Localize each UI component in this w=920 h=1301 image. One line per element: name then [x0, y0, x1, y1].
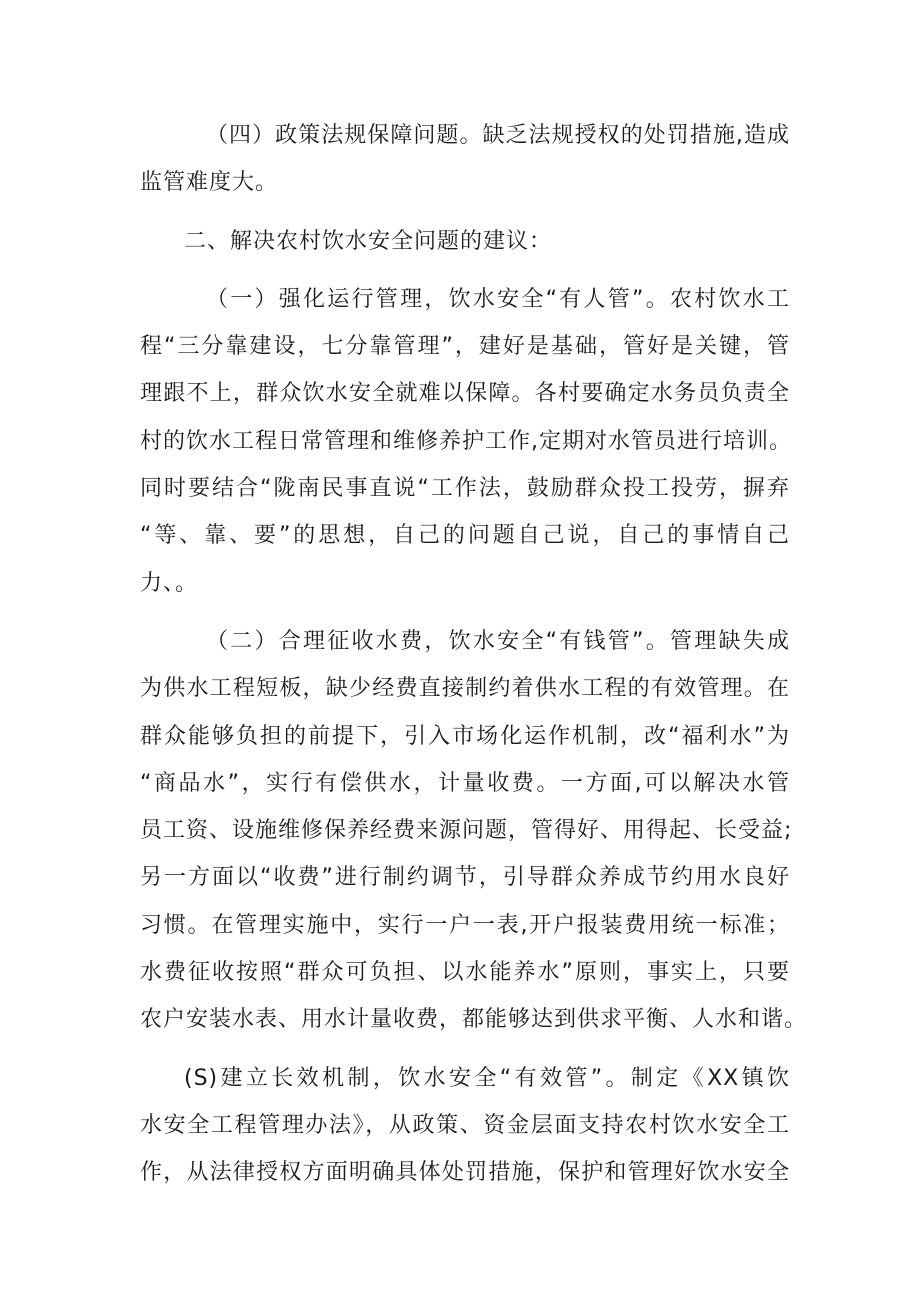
paragraph-line: 水费征收按照“群众可负担、以水能养水”原则，事实上，只要: [140, 960, 791, 986]
paragraph-line: (S)建立长效机制，饮水安全“有效管”。制定《XX镇饮: [184, 1065, 790, 1091]
paragraph-line: 另一方面以“收费”进行制约调节，引导群众养成节约用水良好: [140, 865, 790, 891]
paragraph-line: 群众能够负担的前提下，引入市场化运作机制，改“福利水”为: [140, 723, 790, 749]
paragraph-line: 作，从法律授权方面明确具体处罚措施，保护和管理好饮水安全: [140, 1160, 790, 1186]
body-text: [140, 112, 808, 1197]
paragraph-line: 监管难度大。: [140, 170, 279, 196]
paragraph-line: “商品水”，实行有偿供水，计量收费。一方面,可以解决水管: [140, 770, 790, 796]
paragraph-line: 为供水工程短板，缺少经费直接制约着供水工程的有效管理。在: [140, 676, 790, 702]
section-heading: 二、解决农村饮水安全问题的建议：: [184, 228, 553, 254]
paragraph-line: 力、。: [140, 570, 199, 596]
paragraph-line: 村的饮水工程日常管理和维修养护工作,定期对水管员进行培训。: [140, 428, 792, 454]
paragraph-line: 农户安装水表、用水计量收费，都能够达到供求平衡、人水和谐。: [140, 1007, 808, 1033]
paragraph-line: （二）合理征收水费，饮水安全“有钱管”。管理缺失成: [206, 628, 790, 654]
paragraph-line: “等、靠、要”的思想，自己的问题自己说，自己的事情自己: [140, 523, 790, 549]
paragraph-line: 习惯。在管理实施中，实行一户一表,开户报装费用统一标准；: [140, 912, 790, 938]
paragraph-line: 水安全工程管理办法》，从政策、资金层面支持农村饮水安全工: [140, 1112, 790, 1138]
paragraph-line: 理跟不上，群众饮水安全就难以保障。各村要确定水务员负责全: [140, 381, 790, 407]
paragraph-line: 程“三分靠建设，七分靠管理”，建好是基础，管好是关键，管: [140, 334, 790, 360]
paragraph-line: （一）强化运行管理，饮水安全“有人管”。农村饮水工: [206, 286, 790, 312]
paragraph-line: （四）政策法规保障问题。缺乏法规授权的处罚措施,造成: [206, 123, 790, 148]
paragraph-line: 员工资、设施维修保养经费来源问题，管得好、用得起、长受益;: [140, 818, 793, 844]
paragraph-line: 同时要结合“陇南民事直说“工作法，鼓励群众投工投劳，摒弃: [140, 476, 790, 502]
